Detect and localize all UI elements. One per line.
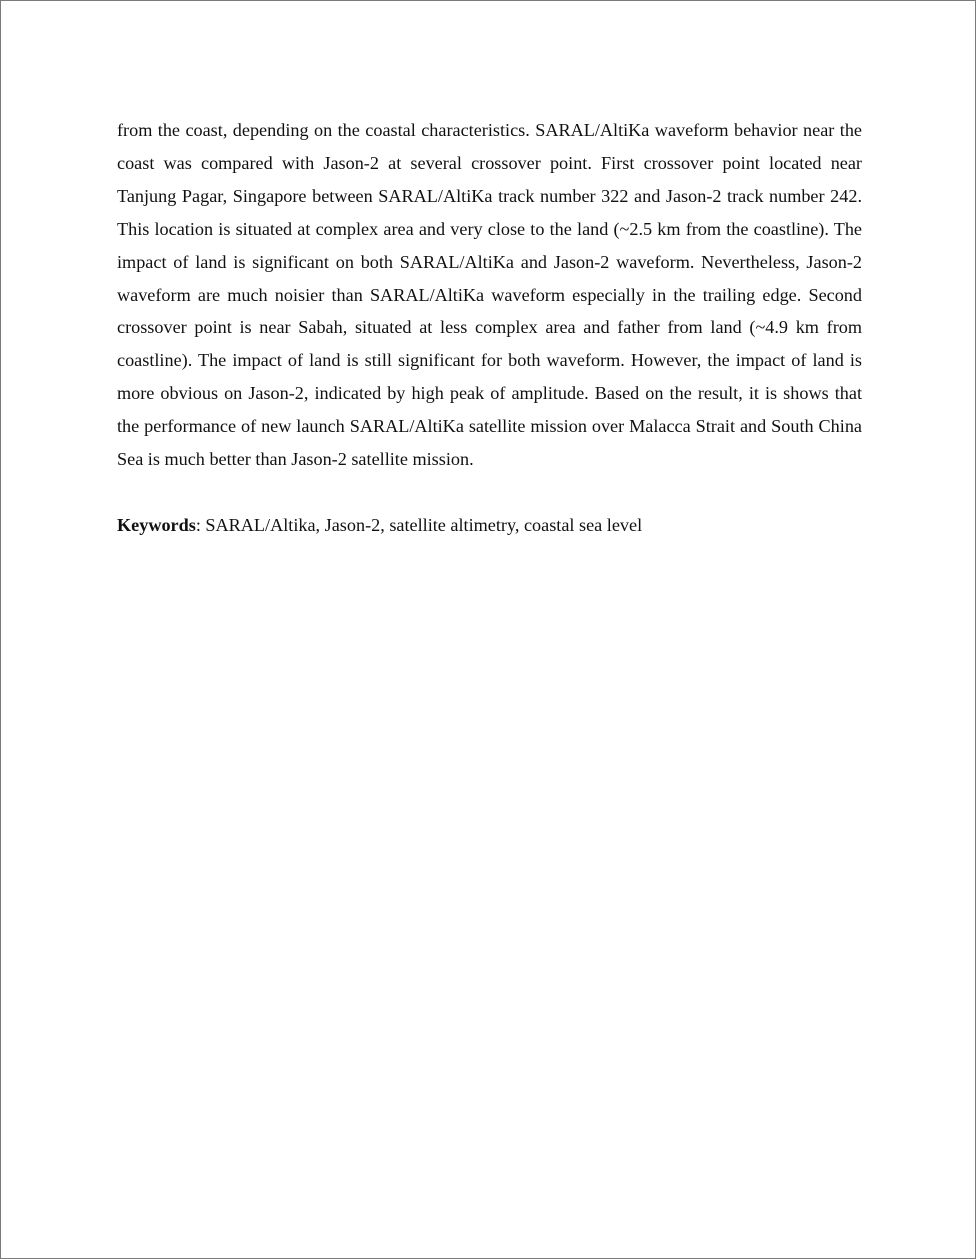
keywords-value: SARAL/Altika, Jason-2, satellite altimetry, coastal sea level	[205, 514, 643, 535]
abstract-paragraph: from the coast, depending on the coastal characteristics. SARAL/AltiKa waveform behavior near the coast was compared with Jason-2 at several crossover point. First crossover point located near Tanjung Pagar, Singapore between SARAL/AltiKa track number 322 and Jason-2 track number 242. This location is situated at complex area and very close to the land (~2.5 km from the coastline). The impact of land is significant on both SARAL/AltiKa and Jason-2 waveform. Nevertheless, Jason-2 waveform are much noisier than SARAL/AltiKa waveform especially in the trailing edge. Second crossover point is near Sabah, situated at less complex area and father from land (~4.9 km from coastline). The impact of land is still significant for both waveform. However, the impact of land is more obvious on Jason-2, indicated by high peak of amplitude. Based on the result, it is shows that the performance of new launch SARAL/AltiKa satellite mission over Malacca Strait and South China Sea is much better than Jason-2 satellite mission.	[117, 120, 862, 470]
keywords-label: Keywords	[117, 514, 196, 535]
keywords-separator: :	[195, 514, 206, 535]
page-content	[117, 114, 862, 542]
keywords-line	[117, 509, 862, 542]
